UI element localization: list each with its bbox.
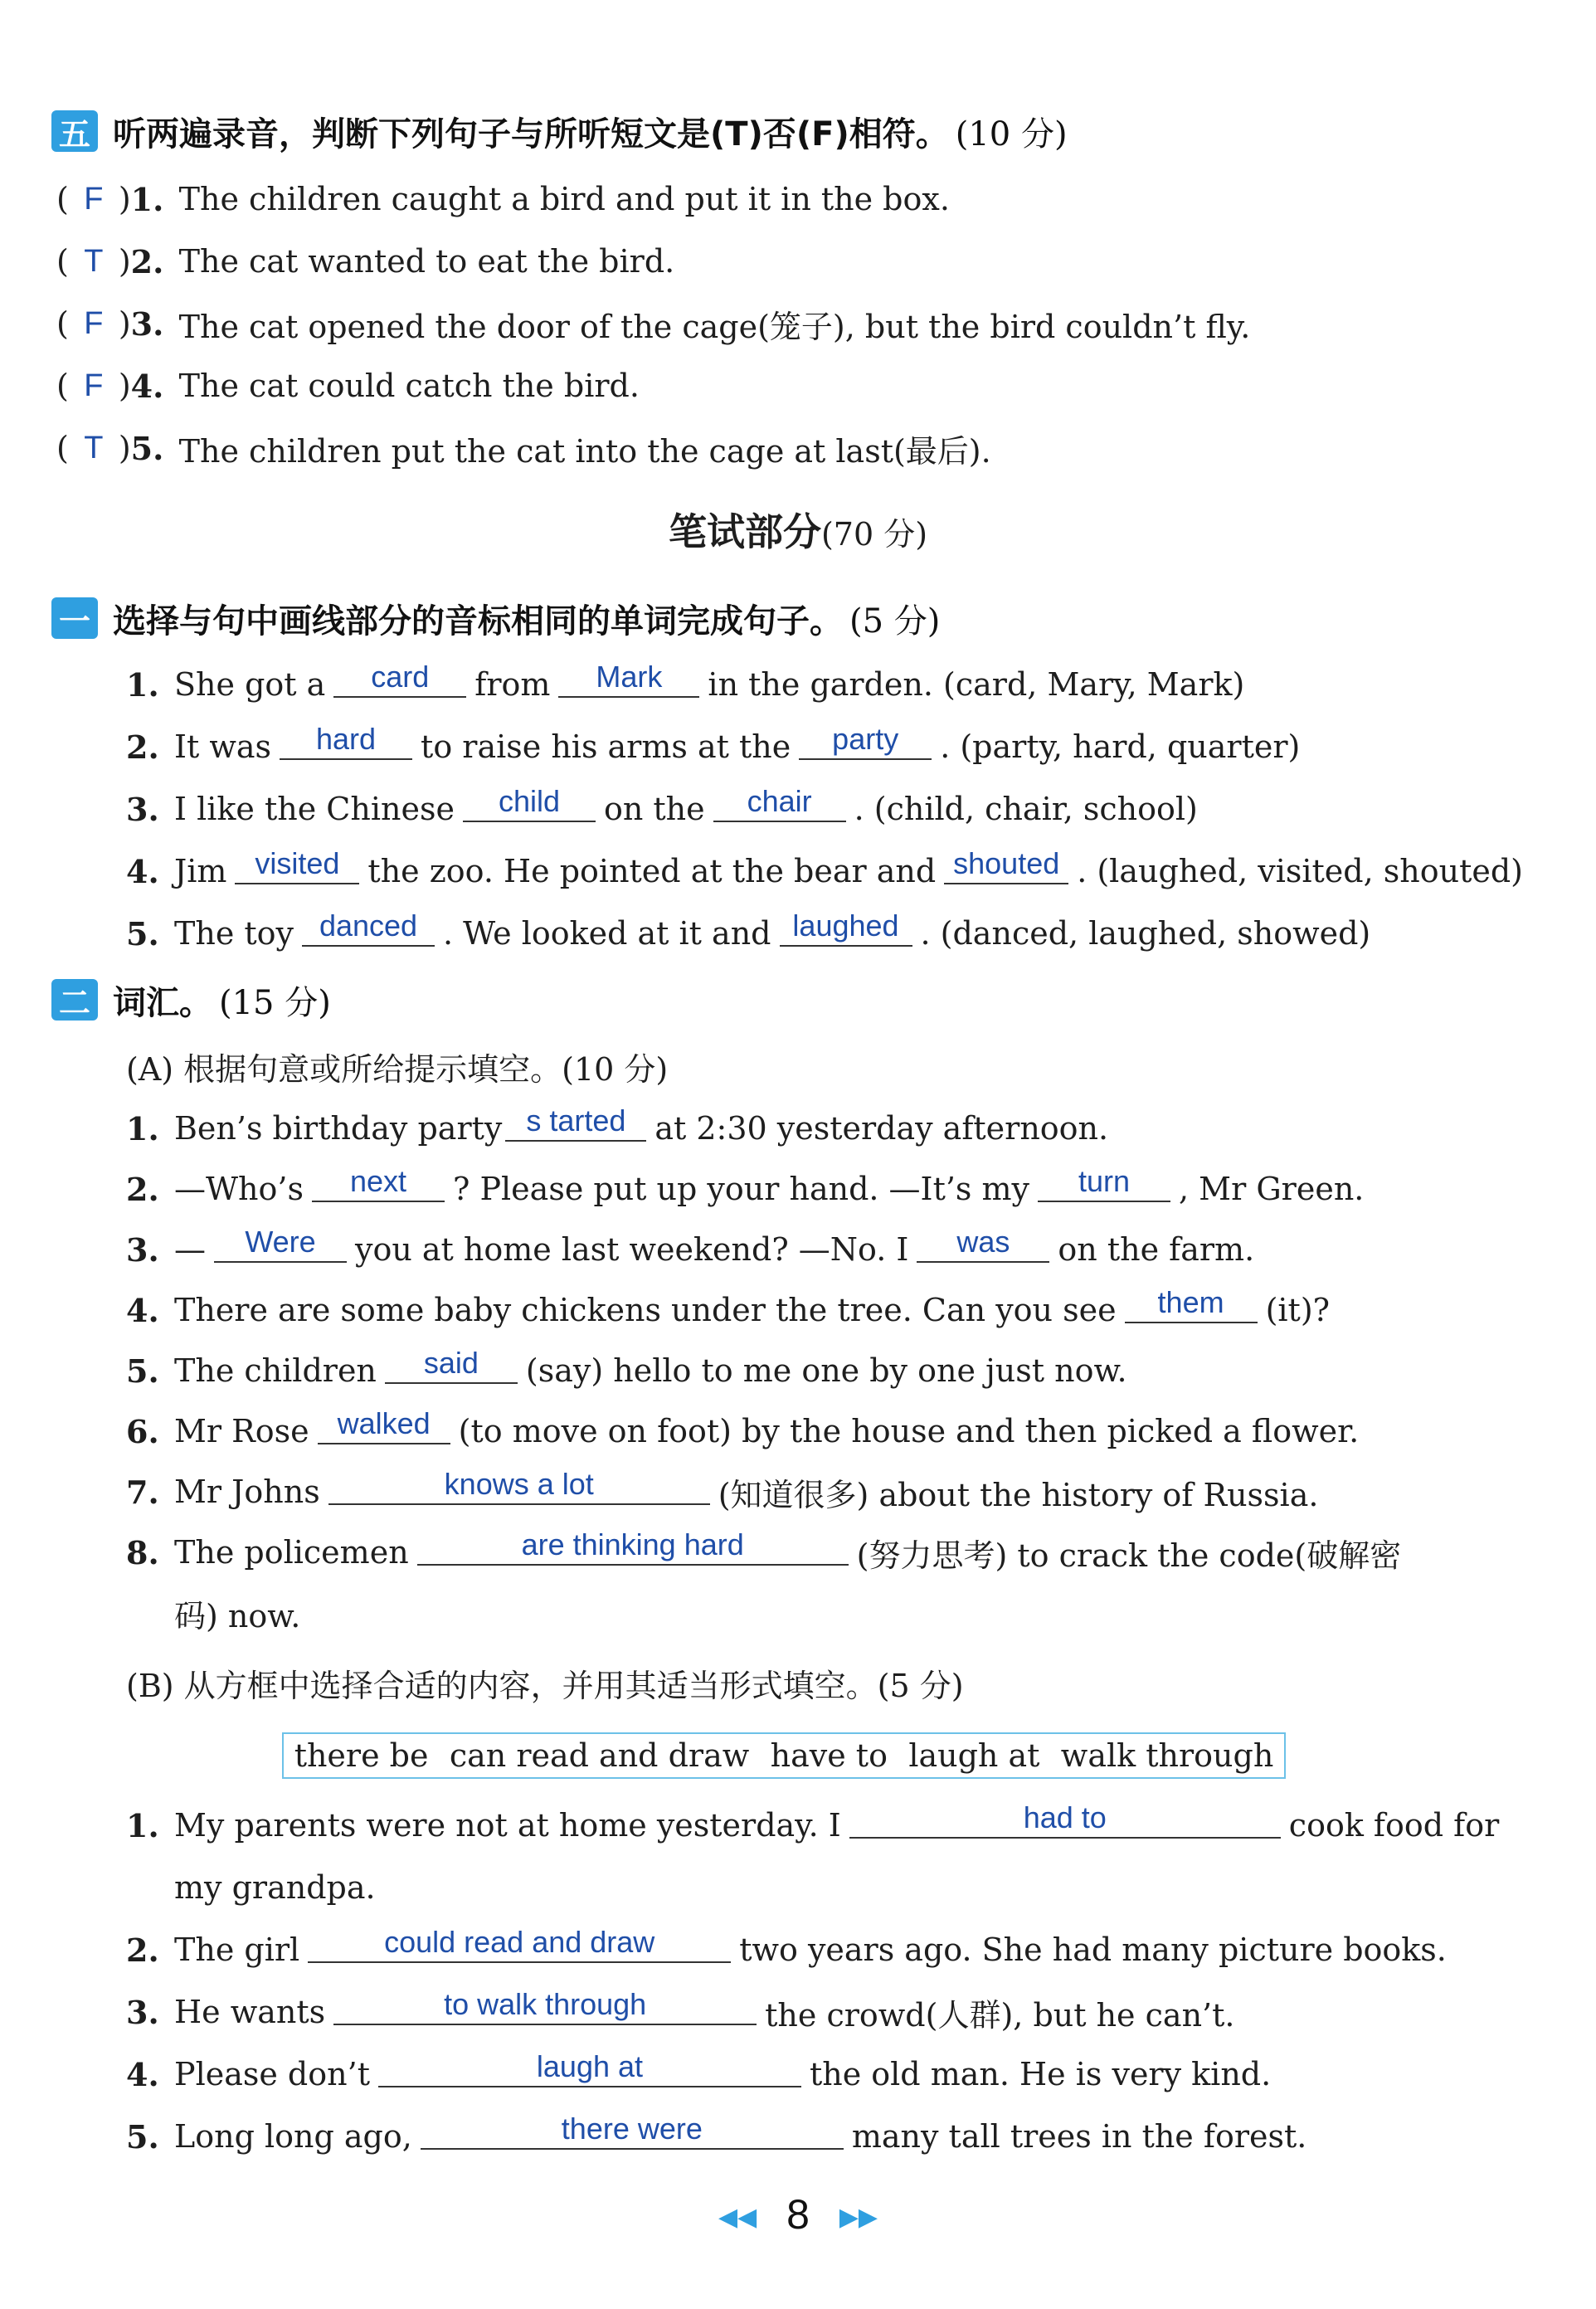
answer-blank: are thinking hard [417,1526,849,1566]
word-box [282,1732,1286,1779]
judge-item: ( T ) 2. The cat wanted to eat the bird. [56,242,675,280]
phonetic-item: 1. She got a card from Mark in the garden. (card, Mary, Mark) [126,660,1245,704]
answer-blank: knows a lot [328,1465,710,1505]
answer-blank: laugh at [378,2048,801,2087]
judge-item: ( F ) 4. The cat could catch the bird. [56,367,640,405]
answer-blank: laughed [780,907,912,947]
phonetic-item: 4. Jim visited the zoo. He pointed at the bear and shouted . (laughed, visited, shouted) [126,846,1523,890]
word-box-phrase: laugh at [908,1737,1040,1774]
answer-blank: turn [1038,1162,1170,1202]
answer-blank: child [463,782,596,822]
section-2-heading [51,975,331,1025]
answer-blank: hard [280,720,412,760]
section-1-title: 选择与句中画线部分的音标相同的单词完成句子。 [113,602,843,641]
judge-answer: T [84,243,104,279]
page-number-footer [0,2190,1596,2238]
box-fill-item: 2. The girl could read and draw two years ago. She had many picture books. [126,1925,1447,1969]
vocab-item-continued: 码) now. [174,1597,301,1634]
judge-answer: F [84,181,104,217]
section-2-title: 词汇。 [113,983,212,1022]
phonetic-item: 5. The toy danced . We looked at it and laughed . (danced, laughed, showed) [126,908,1371,952]
answer-blank: walked [318,1405,450,1444]
word-box-phrase: there be [294,1737,429,1774]
answer-blank: card [333,658,466,698]
judge-sentence: The cat wanted to eat the bird. [178,243,675,280]
vocab-item: 7. Mr Johns knows a lot (知道很多) about the history of Russia. [126,1467,1319,1513]
part-b-title: (B) 从方框中选择合适的内容，并用其适当形式填空。(5 分) [126,1667,964,1704]
section-1-points: (5 分) [849,602,941,641]
word-box-phrase: walk through [1060,1737,1274,1774]
box-fill-item: 4. Please don’t laugh at the old man. He is very kind. [126,2049,1272,2093]
answer-blank: there were [421,2110,844,2150]
answer-blank: s tarted [505,1102,646,1142]
judge-answer: F [84,368,104,403]
section-5-heading [51,106,1068,156]
vocab-item: 6. Mr Rose walked (to move on foot) by the house and then picked a flower. [126,1406,1360,1450]
prev-arrows-icon: ◀◀ [718,2204,757,2232]
judge-sentence: The cat opened the door of the cage(笼子), but the bird couldn’t fly. [178,308,1251,345]
word-box-phrase: have to [770,1737,888,1774]
phonetic-item: 3. I like the Chinese child on the chair . (child, chair, school) [126,784,1198,828]
vocab-item: 3. — Were you at home last weekend? —No. I was on the farm. [126,1225,1255,1269]
section-5-number: 五 [51,110,98,152]
answer-blank: them [1125,1284,1258,1323]
judge-answer: T [84,430,104,465]
answer-blank: next [312,1162,445,1202]
section-1-heading [51,593,940,643]
box-fill-item-continued: my grandpa. [174,1869,376,1906]
answer-blank: was [917,1223,1049,1263]
box-fill-item: 3. He wants to walk through the crowd(人群), but he can’t. [126,1987,1235,2034]
section-1-number: 一 [51,597,98,639]
answer-blank: chair [713,782,846,822]
next-arrows-icon: ▶▶ [839,2204,878,2232]
written-part-title: 笔试部分(70 分) [668,509,928,554]
judge-sentence: The cat could catch the bird. [178,368,640,404]
answer-blank: had to [849,1799,1281,1839]
answer-blank: said [385,1344,518,1384]
answer-blank: danced [302,907,435,947]
judge-item: ( F ) 3. The cat opened the door of the cage(笼子), but the bird couldn’t fly. [56,299,1250,348]
page-number: 8 [786,2191,810,2238]
answer-blank: Mark [558,658,699,698]
box-fill-item: 1. My parents were not at home yesterday. I had to cook food for [126,1800,1500,1844]
answer-blank: visited [235,845,359,884]
box-fill-item: 5. Long long ago, there were many tall trees in the forest. [126,2112,1307,2156]
part-a-title: (A) 根据句意或所给提示填空。(10 分) [126,1050,669,1088]
vocab-item: 5. The children said (say) hello to me one by one just now. [126,1346,1127,1390]
judge-item: ( T ) 5. The children put the cat into the cage at last(最后). [56,423,991,473]
judge-answer: F [84,305,104,341]
section-2-points: (15 分) [219,983,331,1022]
vocab-item: 8. The policemen are thinking hard (努力思考) to crack the code(破解密 [126,1527,1402,1574]
section-2-number: 二 [51,979,98,1021]
vocab-item: 2. —Who’s next ? Please put up your hand. —It’s my turn , Mr Green. [126,1164,1365,1208]
answer-blank: party [799,720,932,760]
vocab-item: 4. There are some baby chickens under the tree. Can you see them (it)? [126,1285,1331,1329]
answer-blank: Were [214,1223,347,1263]
section-5-title: 听两遍录音，判断下列句子与所听短文是(T)否(F)相符。 [113,114,949,153]
answer-blank: could read and draw [308,1923,731,1963]
answer-blank: shouted [944,845,1068,884]
judge-item: ( F ) 1. The children caught a bird and put it in the box. [56,180,950,218]
vocab-item: 1. Ben’s birthday party s tarted at 2:30 yesterday afternoon. [126,1103,1109,1147]
answer-blank: to walk through [333,1985,757,2025]
judge-sentence: The children put the cat into the cage at last(最后). [178,432,991,470]
judge-sentence: The children caught a bird and put it in the box. [178,181,950,217]
phonetic-item: 2. It was hard to raise his arms at the party . (party, hard, quarter) [126,722,1301,766]
section-5-points: (10 分) [955,114,1068,153]
word-box-phrase: can read and draw [449,1737,750,1774]
